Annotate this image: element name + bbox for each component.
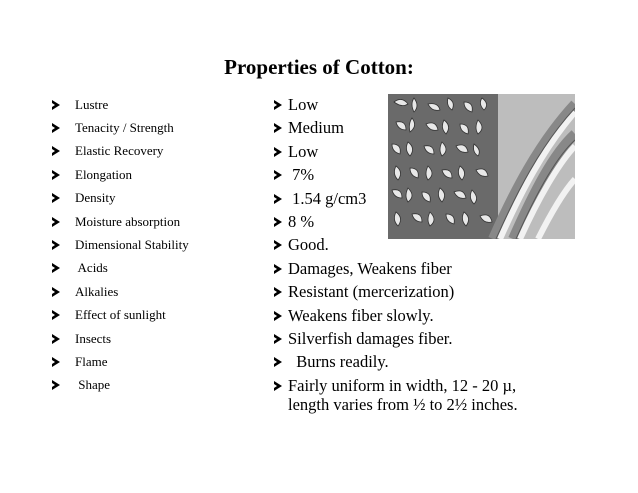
arrow-bullet-icon xyxy=(52,357,60,367)
property-name: Tenacity / Strength xyxy=(75,120,174,136)
page-title: Properties of Cotton: xyxy=(224,55,414,79)
property-name: Density xyxy=(75,190,116,206)
list-item xyxy=(274,257,624,280)
property-name: Alkalies xyxy=(75,283,119,299)
list-item xyxy=(52,93,189,116)
property-name: Flame xyxy=(75,353,108,369)
arrow-bullet-icon xyxy=(274,170,282,180)
arrow-bullet-icon xyxy=(274,381,282,391)
arrow-bullet-icon xyxy=(52,380,60,390)
property-name: Moisture absorption xyxy=(75,213,181,229)
arrow-bullet-icon xyxy=(274,123,282,133)
arrow-bullet-icon xyxy=(52,240,60,250)
arrow-bullet-icon xyxy=(52,170,60,180)
arrow-bullet-icon xyxy=(274,357,282,367)
arrow-bullet-icon xyxy=(52,100,60,110)
list-item xyxy=(52,374,189,397)
arrow-bullet-icon xyxy=(52,334,60,344)
property-value: Burns readily. xyxy=(288,352,389,372)
property-value: Damages, Weakens fiber xyxy=(288,258,452,278)
property-value-list xyxy=(274,93,624,414)
property-value: 8 % xyxy=(288,212,315,232)
list-item xyxy=(274,327,624,350)
list-item xyxy=(274,187,624,210)
arrow-bullet-icon xyxy=(274,287,282,297)
property-value: Low xyxy=(288,141,319,161)
property-value: Weakens fiber slowly. xyxy=(288,305,434,325)
list-item xyxy=(274,304,624,327)
arrow-bullet-icon xyxy=(52,263,60,273)
list-item xyxy=(52,210,189,233)
list-item xyxy=(52,257,189,280)
list-item xyxy=(274,140,624,163)
arrow-bullet-icon xyxy=(52,146,60,156)
arrow-bullet-icon xyxy=(274,240,282,250)
list-item xyxy=(274,280,624,303)
property-name: Elongation xyxy=(75,166,133,182)
list-item xyxy=(52,280,189,303)
list-item xyxy=(52,327,189,350)
arrow-bullet-icon xyxy=(274,334,282,344)
arrow-bullet-icon xyxy=(274,264,282,274)
property-value: Low xyxy=(288,95,319,114)
arrow-bullet-icon xyxy=(52,217,60,227)
list-item xyxy=(52,163,189,186)
arrow-bullet-icon xyxy=(52,123,60,133)
list-item xyxy=(52,233,189,256)
property-name: Effect of sunlight xyxy=(75,307,166,323)
arrow-bullet-icon xyxy=(274,194,282,204)
list-item xyxy=(274,210,624,233)
property-value: Silverfish damages fiber. xyxy=(288,329,453,349)
property-name: Elastic Recovery xyxy=(75,143,164,159)
arrow-bullet-icon xyxy=(52,193,60,203)
list-item xyxy=(52,187,189,210)
property-name: Shape xyxy=(75,377,111,393)
property-value: Fairly uniform in width, 12 - 20 µ, length varies from ½ to 2½ inches. xyxy=(288,375,518,414)
property-name: Insects xyxy=(75,330,112,346)
arrow-bullet-icon xyxy=(274,217,282,227)
property-value: Good. xyxy=(288,235,329,255)
arrow-bullet-icon xyxy=(274,147,282,157)
list-item xyxy=(274,116,624,139)
list-item xyxy=(274,350,624,373)
list-item xyxy=(52,350,189,373)
property-name: Dimensional Stability xyxy=(75,237,189,253)
list-item xyxy=(274,163,624,186)
list-item xyxy=(52,116,189,139)
property-value: Resistant (mercerization) xyxy=(288,282,455,302)
property-value: 7% xyxy=(288,165,315,185)
arrow-bullet-icon xyxy=(274,311,282,321)
list-item xyxy=(52,304,189,327)
arrow-bullet-icon xyxy=(52,310,60,320)
list-item xyxy=(274,374,624,414)
list-item xyxy=(52,140,189,163)
list-item xyxy=(274,233,624,256)
property-name-list xyxy=(52,93,189,397)
arrow-bullet-icon xyxy=(52,287,60,297)
property-name: Lustre xyxy=(75,96,109,112)
property-value: Medium xyxy=(288,118,344,138)
arrow-bullet-icon xyxy=(274,100,282,110)
property-value: 1.54 g/cm3 xyxy=(288,188,367,208)
property-name: Acids xyxy=(75,260,108,276)
list-item xyxy=(274,93,624,116)
